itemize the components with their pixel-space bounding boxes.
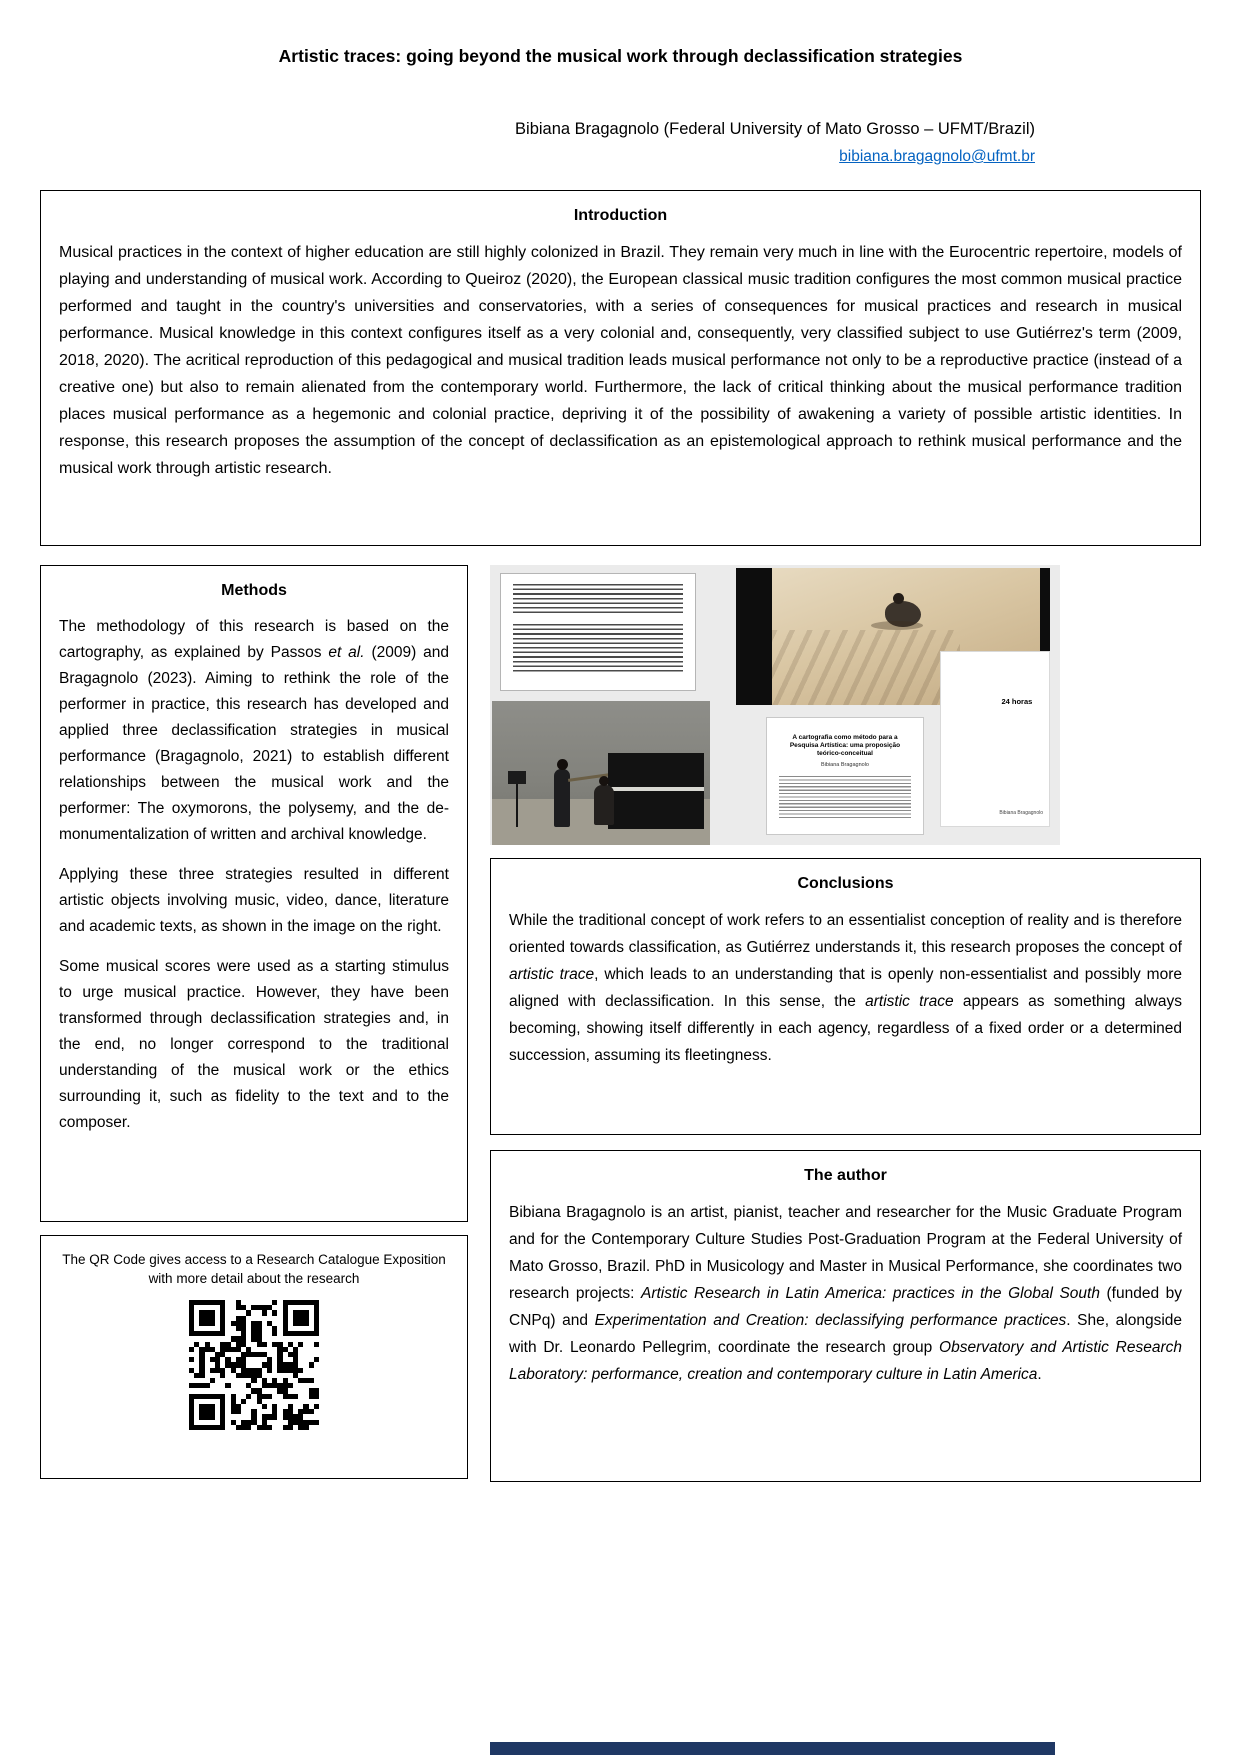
author-bio-heading: The author	[804, 1167, 887, 1184]
score-author: Bibiana Bragagnolo	[999, 810, 1043, 816]
music-stand	[516, 783, 518, 827]
introduction-section	[40, 190, 1201, 546]
introduction-body: Musical practices in the context of higher education are still highly colonized in Brazil. They remain very much in line with the Eurocentric repertoire, models of playing and understanding of musical work. According to Queiroz (2020), the European classical music tradition configures the most common musical practice performed and taught in the country's universities and conservatories, with a series of consequences for musical practices and research in musical performance. Musical knowledge in this context configures itself as a very colonial and, consequently, very classified subject to use Gutiérrez's term (2009, 2018, 2020). The acritical reproduction of this pedagogical and musical tradition leads musical performance not only to be a reproductive practice (instead of a creative one) but also to remain alienated from the contemporary world. Furthermore, the lack of critical thinking about the musical performance tradition places musical performance as a hegemonic and colonial practice, depriving it of the possibility of awakening a variety of possible artistic identities. In response, this research proposes the assumption of the concept of declassification as an epistemological approach to rethink musical performance and the musical work through artistic research.	[59, 244, 1182, 477]
author-bio-section	[490, 1150, 1201, 1482]
author-byline	[515, 116, 1035, 170]
upright-piano	[608, 753, 704, 829]
score-title: 24 horas	[1001, 697, 1033, 706]
pianist-figure	[594, 785, 614, 825]
document-text-lines	[513, 624, 683, 674]
article-page-thumbnail	[766, 717, 924, 835]
qr-finder-icon	[189, 1300, 225, 1336]
conclusions-heading: Conclusions	[797, 875, 894, 892]
trombonist-figure	[554, 769, 570, 827]
conclusions-section	[490, 858, 1201, 1135]
methods-paragraph: Some musical scores were used as a starting stimulus to urge musical practice. However, they have been transformed through declassification strategies and, in the end, no longer correspond to the traditional understanding of the musical work or the ethics surrounding it, such as fidelity to the text and to the composer.	[59, 958, 449, 1131]
qr-section	[40, 1235, 468, 1479]
author-name: Bibiana Bragagnolo (Federal University of Mato Grosso – UFMT/Brazil)	[515, 120, 1035, 138]
document-text-lines	[513, 584, 683, 616]
conclusions-body: While the traditional concept of work refers to an essentialist conception of reality and is therefore oriented towards classification, as Gutiérrez understands it, this research proposes the concept of artistic trace, which leads to an understanding that is openly non-essentialist and possibly more aligned with declassification. In this sense, the artistic trace appears as something always becoming, showing itself differently in each agency, regardless of a fixed order or a determined succession, assuming its fleetingness.	[509, 912, 1182, 1064]
score-page-thumbnail	[940, 651, 1050, 827]
performance-video-still	[492, 701, 710, 845]
qr-finder-icon	[189, 1394, 225, 1430]
article-abstract-lines	[779, 776, 911, 818]
article-author: Bibiana Bragagnolo	[820, 762, 869, 768]
article-title: A cartografia como método para a Pesquisa Artística: uma proposição teórico-conceitual	[789, 734, 901, 757]
methods-paragraph: The methodology of this research is based on the cartography, as explained by Passos et al. (2009) and Bragagnolo (2023). Aiming to rethink the role of the performer in practice, this research has developed and applied three declassification strategies in musical performance (Bragagnolo, 2021) to establish different relationships between the musical work and the performer: The oxymorons, the polysemy, and the de-monumentalization of written and archival knowledge.	[59, 618, 449, 843]
introduction-heading: Introduction	[573, 207, 668, 224]
qr-code	[189, 1300, 319, 1430]
methods-paragraph: Applying these three strategies resulted in different artistic objects involving music, video, dance, literature and academic texts, as shown in the image on the right.	[59, 866, 449, 935]
methods-section	[40, 565, 468, 1222]
qr-caption: The QR Code gives access to a Research Catalogue Exposition with more detail about the research	[62, 1252, 446, 1286]
crouching-person-figure	[885, 601, 921, 627]
email-link[interactable]: bibiana.bragagnolo@ufmt.br	[839, 148, 1035, 165]
qr-finder-icon	[283, 1300, 319, 1336]
next-section-bar	[490, 1742, 1055, 1755]
methods-heading: Methods	[221, 582, 287, 599]
author-bio-body: Bibiana Bragagnolo is an artist, pianist, teacher and researcher for the Music Graduate Program and for the Contemporary Culture Studies Post-Graduation Program at the Federal University of Mato Grosso, Brazil. PhD in Musicology and Master in Musical Performance, she coordinates two research projects: Artistic Research in Latin America: practices in the Global South (funded by CNPq) and Experimentation and Creation: declassifying performance practices. She, alongside with Dr. Leonardo Pellegrim, coordinate the research group Observatory and Artistic Research Laboratory: performance, creation and contemporary culture in Latin America.	[509, 1204, 1182, 1383]
text-document-thumbnail	[500, 573, 696, 691]
results-collage	[490, 565, 1060, 845]
poster-title: Artistic traces: going beyond the musical work through declassification strategies	[278, 46, 963, 66]
